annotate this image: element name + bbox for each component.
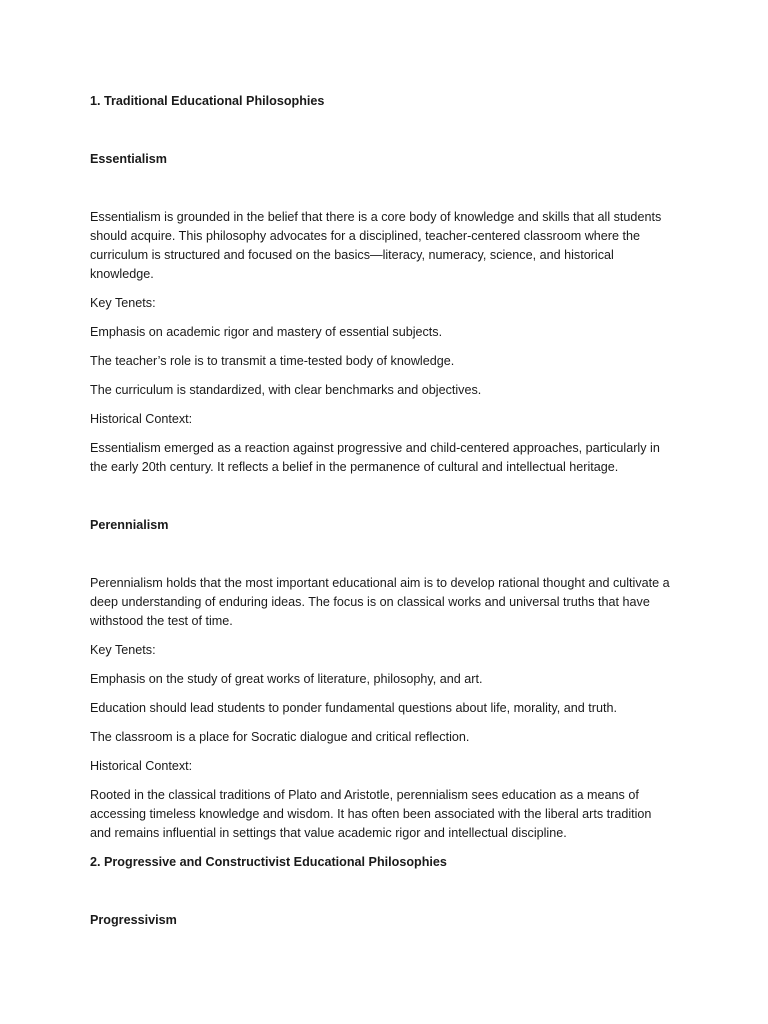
essentialism-intro: Essentialism is grounded in the belief that there is a core body of knowledge and skills that all students should acquire. This philosophy advocates for a disciplined, teacher-centered classroom where the curriculum is structured and focused on the basics—literacy, numeracy, science, and historical knowledge.: [90, 210, 662, 281]
essentialism-historical-context: Essentialism emerged as a reaction against progressive and child-centered approaches, particularly in the early 20th century. It reflects a belief in the permanence of cultural and intellectual heritage.: [90, 441, 660, 474]
progressivism-heading: Progressivism: [90, 913, 177, 927]
perennialism-tenet-1: Emphasis on the study of great works of literature, philosophy, and art.: [90, 672, 483, 686]
perennialism-historical-context-label: Historical Context:: [90, 759, 193, 773]
perennialism-historical-context: Rooted in the classical traditions of Plato and Aristotle, perennialism sees education as a means of accessing timeless knowledge and wisdom. It has often been associated with the liberal arts tradition and remains influential in settings that value academic rigor and intellectual discipline.: [90, 788, 652, 840]
perennialism-tenet-2: Education should lead students to ponder fundamental questions about life, morality, and truth.: [90, 701, 617, 715]
section-1-title: 1. Traditional Educational Philosophies: [90, 94, 325, 108]
essentialism-historical-context-label: Historical Context:: [90, 412, 193, 426]
section-2-title: 2. Progressive and Constructivist Educational Philosophies: [90, 855, 447, 869]
essentialism-tenet-3: The curriculum is standardized, with clear benchmarks and objectives.: [90, 383, 482, 397]
essentialism-tenet-1: Emphasis on academic rigor and mastery of essential subjects.: [90, 325, 443, 339]
perennialism-key-tenets-label: Key Tenets:: [90, 643, 156, 657]
perennialism-heading: Perennialism: [90, 518, 169, 532]
perennialism-tenet-3: The classroom is a place for Socratic dialogue and critical reflection.: [90, 730, 470, 744]
essentialism-heading: Essentialism: [90, 152, 168, 166]
essentialism-tenet-2: The teacher’s role is to transmit a time-tested body of knowledge.: [90, 354, 455, 368]
perennialism-intro: Perennialism holds that the most important educational aim is to develop rational thought and cultivate a deep understanding of enduring ideas. The focus is on classical works and universal truths that have withstood the test of time.: [90, 576, 670, 628]
essentialism-key-tenets-label: Key Tenets:: [90, 296, 156, 310]
